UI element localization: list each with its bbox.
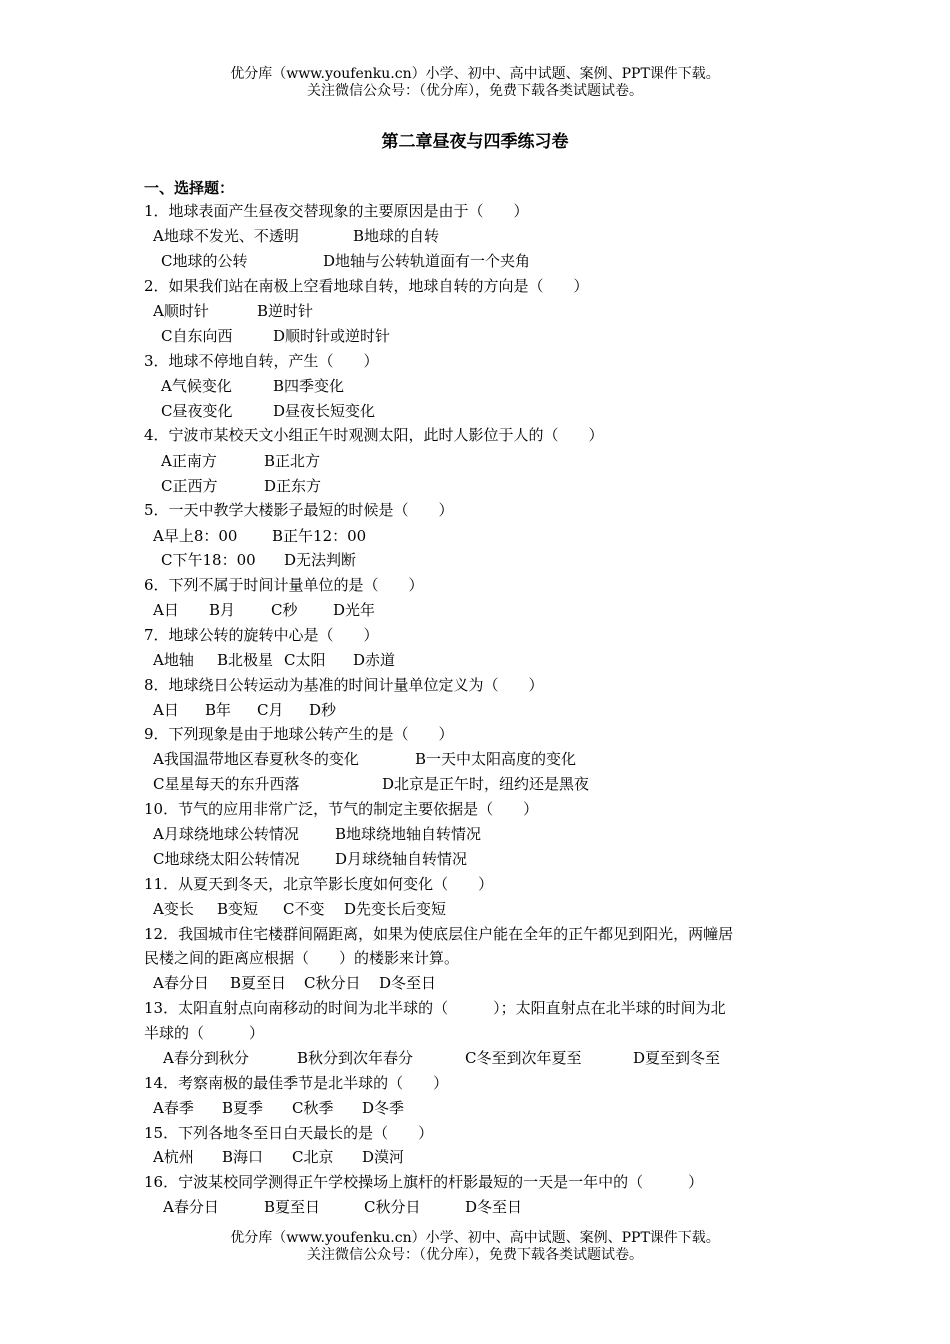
options-row <box>153 526 366 546</box>
option: A春季 <box>153 1099 194 1117</box>
header-line-1: 优分库（www.youfenku.cn）小学、初中、高中试题、案例、PPT课件下载。 <box>230 66 720 82</box>
question-6: 6．下列不属于时间计量单位的是（ ） <box>144 576 424 594</box>
option: D地轴与公转轨道面有一个夹角 <box>323 252 531 270</box>
options-row <box>153 749 576 769</box>
question-3: 3．地球不停地自转，产生（ ） <box>144 352 379 370</box>
option: A春分日 <box>163 1198 219 1216</box>
option: D夏至到冬至 <box>633 1049 721 1067</box>
question-13: 13．太阳直射点向南移动的时间为北半球的（ ）；太阳直射点在北半球的时间为北 <box>144 999 726 1017</box>
option: D昼夜长短变化 <box>273 402 376 420</box>
option: C星星每天的东升西落 <box>153 775 300 793</box>
option: C自东向西 <box>161 327 233 345</box>
option: B地球绕地轴自转情况 <box>335 825 482 843</box>
option: B秋分到次年春分 <box>297 1049 414 1067</box>
section-heading: 一、选择题： <box>144 179 235 197</box>
question-16: 16．宁波某校同学测得正午学校操场上旗杆的杆影最短的一天是一年中的（ ） <box>144 1173 704 1191</box>
options-row <box>161 476 321 496</box>
option: B正午12：00 <box>272 527 367 545</box>
option: C秋季 <box>292 1099 334 1117</box>
option: D冬季 <box>362 1099 405 1117</box>
options-row <box>153 824 481 844</box>
option: C地球的公转 <box>161 252 248 270</box>
options-row <box>163 1048 720 1068</box>
options-row <box>153 849 467 869</box>
option: A春分日 <box>153 974 209 992</box>
option: C月 <box>257 701 284 719</box>
options-row <box>161 451 320 471</box>
option: A顺时针 <box>153 302 209 320</box>
option: A日 <box>153 601 179 619</box>
page-header <box>0 66 950 100</box>
option: C正西方 <box>161 477 218 495</box>
option: B正北方 <box>264 452 321 470</box>
option: B夏至日 <box>264 1198 321 1216</box>
question-1: 1．地球表面产生昼夜交替现象的主要原因是由于（ ） <box>144 202 529 220</box>
options-row <box>153 1147 404 1167</box>
option: A地轴 <box>153 651 194 669</box>
option: B年 <box>205 701 232 719</box>
option: B海口 <box>222 1148 264 1166</box>
footer-line-1: 优分库（www.youfenku.cn）小学、初中、高中试题、案例、PPT课件下载。 <box>230 1230 720 1246</box>
question-12-continued: 民楼之间的距离应根据（ ）的楼影来计算。 <box>144 949 460 967</box>
options-row <box>153 226 439 246</box>
option: C秋分日 <box>304 974 361 992</box>
option: D冬至日 <box>379 974 437 992</box>
option: C北京 <box>292 1148 334 1166</box>
option: C不变 <box>283 900 325 918</box>
option: D北京是正午时，纽约还是黑夜 <box>382 775 590 793</box>
option: A我国温带地区春夏秋冬的变化 <box>153 750 359 768</box>
question-7: 7．地球公转的旋转中心是（ ） <box>144 626 379 644</box>
options-row <box>153 650 395 670</box>
option: C秋分日 <box>364 1198 421 1216</box>
options-row <box>153 899 446 919</box>
question-8: 8．地球绕日公转运动为基准的时间计量单位定义为（ ） <box>144 676 544 694</box>
options-row <box>153 774 589 794</box>
option: C地球绕太阳公转情况 <box>153 850 300 868</box>
option: A气候变化 <box>161 377 232 395</box>
option: A地球不发光、不透明 <box>153 227 299 245</box>
option: D冬至日 <box>465 1198 523 1216</box>
question-14: 14．考察南极的最佳季节是北半球的（ ） <box>144 1074 449 1092</box>
page-footer <box>0 1230 950 1264</box>
question-4: 4．宁波市某校天文小组正午时观测太阳，此时人影位于人的（ ） <box>144 426 604 444</box>
options-row <box>163 1197 522 1217</box>
option: D正东方 <box>264 477 322 495</box>
option: D顺时针或逆时针 <box>273 327 391 345</box>
options-row <box>161 251 530 271</box>
option: D无法判断 <box>284 551 357 569</box>
option: D光年 <box>333 601 376 619</box>
header-line-2: 关注微信公众号：（优分库），免费下载各类试题试卷。 <box>307 83 643 99</box>
option: B夏至日 <box>230 974 287 992</box>
option: B变短 <box>217 900 259 918</box>
option: C下午18：00 <box>161 551 256 569</box>
question-15: 15．下列各地冬至日白天最长的是（ ） <box>144 1124 434 1142</box>
option: B月 <box>209 601 236 619</box>
option: A变长 <box>153 900 194 918</box>
options-row <box>161 326 390 346</box>
option: B四季变化 <box>273 377 345 395</box>
option: B夏季 <box>222 1099 264 1117</box>
footer-line-2: 关注微信公众号：（优分库），免费下载各类试题试卷。 <box>307 1247 643 1263</box>
options-row <box>153 600 375 620</box>
options-row <box>161 376 344 396</box>
question-11: 11．从夏天到冬天，北京竿影长度如何变化（ ） <box>144 875 494 893</box>
options-row <box>153 301 313 321</box>
option: A月球绕地球公转情况 <box>153 825 299 843</box>
page-title: 第二章昼夜与四季练习卷 <box>381 132 569 152</box>
options-row <box>161 401 375 421</box>
option: A杭州 <box>153 1148 194 1166</box>
option: A日 <box>153 701 179 719</box>
option: D月球绕轴自转情况 <box>335 850 468 868</box>
option: D赤道 <box>353 651 396 669</box>
option: C秒 <box>271 601 298 619</box>
option: C冬至到次年夏至 <box>465 1049 582 1067</box>
option: D漠河 <box>362 1148 405 1166</box>
option: B一天中太阳高度的变化 <box>415 750 577 768</box>
options-row <box>153 1098 404 1118</box>
option: B逆时针 <box>257 302 314 320</box>
option: B地球的自转 <box>353 227 440 245</box>
question-13-continued: 半球的（ ） <box>144 1024 265 1042</box>
question-12: 12．我国城市住宅楼群间隔距离，如果为使底层住户能在全年的正午都见到阳光，两幢居 <box>144 925 734 943</box>
option: C太阳 <box>284 651 326 669</box>
option: B北极星 <box>217 651 274 669</box>
options-row <box>153 700 336 720</box>
option: A春分到秋分 <box>163 1049 249 1067</box>
option: A早上8：00 <box>153 527 238 545</box>
option: A正南方 <box>161 452 217 470</box>
question-2: 2．如果我们站在南极上空看地球自转，地球自转的方向是（ ） <box>144 277 589 295</box>
question-9: 9．下列现象是由于地球公转产生的是（ ） <box>144 725 454 743</box>
option: D先变长后变短 <box>344 900 447 918</box>
options-row <box>161 550 356 570</box>
option: C昼夜变化 <box>161 402 233 420</box>
question-10: 10．节气的应用非常广泛，节气的制定主要依据是（ ） <box>144 800 539 818</box>
options-row <box>153 973 436 993</box>
question-5: 5．一天中教学大楼影子最短的时候是（ ） <box>144 501 454 519</box>
option: D秒 <box>309 701 337 719</box>
